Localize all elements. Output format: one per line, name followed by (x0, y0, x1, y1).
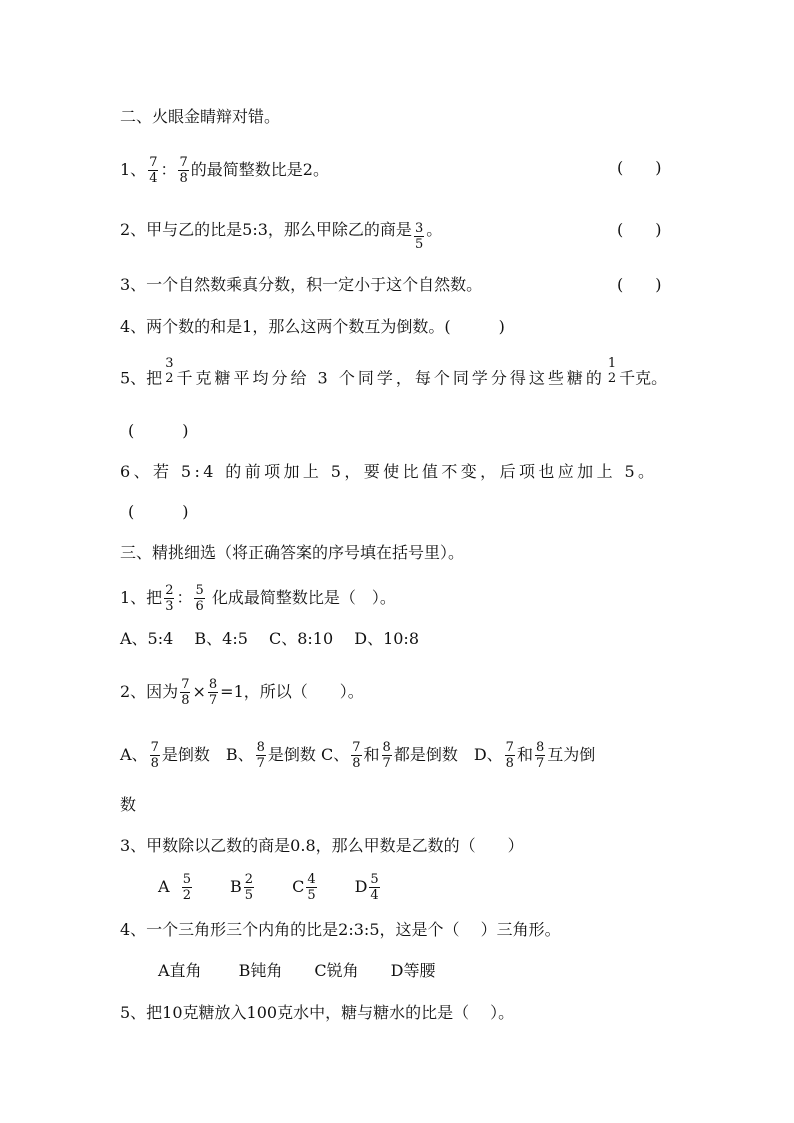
question-3-5: 5、把10克糖放入100克水中，糖与糖水的比是（ ）。 (120, 1003, 515, 1022)
section-2-title: 二、火眼金睛辩对错。 (120, 107, 281, 126)
question-3-4: 4、一个三角形三个内角的比是2:3:5，这是个（ ）三角形。 (120, 920, 561, 939)
fraction: $\frac{8}{7}$ (208, 677, 218, 708)
question-2-1: 1、 $\frac{7}{4}$ ： $\frac{7}{8}$ 的最简整数比是2。 (120, 155, 329, 186)
question-3-1: 1、把 $\frac{2}{3}$ ： $\frac{5}{6}$ 化成最简整数比是（ ）。 (120, 583, 396, 614)
fraction: $\frac{8}{7}$ (382, 740, 391, 771)
question-3-1-options: A、5:4 B、4:5 C、8:10 D、10:8 (120, 629, 420, 648)
fraction: $\frac{5}{6}$ (195, 583, 204, 614)
question-3-3-options: A $\frac{5}{2}$ B $\frac{2}{5}$ C $\frac{4}{5}$ D $\frac{5}{4}$ (158, 872, 379, 903)
answer-paren: ( ) (617, 220, 662, 239)
question-3-2-wrap: 数 (120, 795, 137, 814)
question-3-3: 3、甲数除以乙数的商是0.8，那么甲数是乙数的（ ） (120, 836, 524, 855)
fraction: 1 2 (607, 356, 617, 386)
fraction: $\frac{5}{4}$ (370, 872, 379, 903)
answer-paren: ( ) (128, 502, 189, 521)
question-2-5: 5、把 3 2 千克糖平均分给 3 个同学，每个同学分得这些糖的 1 2 千克。 (120, 356, 668, 388)
question-3-2: 2、因为 $\frac{7}{8}$ × $\frac{8}{7}$ =1，所以（ ）。 (120, 677, 364, 708)
question-2-4: 4、两个数的和是1，那么这两个数互为倒数。( ) (120, 317, 505, 336)
fraction: 3 2 (165, 356, 174, 386)
fraction: $\frac{8}{7}$ (535, 740, 545, 771)
fraction: $\frac{2}{5}$ (244, 872, 254, 903)
question-2-6: 6、若 5:4 的前项加上 5，要使比值不变，后项也应加上 5。 (120, 462, 658, 481)
question-text: 的最简整数比是2。 (190, 160, 329, 179)
question-2-3: 3、一个自然数乘真分数，积一定小于这个自然数。 (120, 275, 483, 294)
question-number: 1、 (120, 160, 147, 179)
fraction: $\frac{3}{5}$ (414, 221, 424, 252)
fraction: $\frac{2}{3}$ (165, 583, 174, 614)
answer-paren: ( ) (128, 421, 189, 440)
fraction: $\frac{7}{8}$ (150, 740, 159, 771)
question-3-4-options: A直角 B钝角 C锐角 D等腰 (158, 961, 436, 980)
fraction: $\frac{7}{8}$ (505, 740, 514, 771)
fraction: $\frac{7}{4}$ (149, 155, 158, 186)
section-3-title: 三、精挑细选（将正确答案的序号填在括号里）。 (120, 543, 465, 562)
question-text: 2、甲与乙的比是5:3，那么甲除乙的商是 (120, 220, 412, 239)
answer-paren: ( ) (617, 158, 662, 177)
fraction: $\frac{7}{8}$ (352, 740, 361, 771)
fraction: $\frac{7}{8}$ (179, 155, 188, 186)
fraction: $\frac{5}{2}$ (182, 872, 192, 903)
fraction: $\frac{4}{5}$ (307, 872, 316, 903)
fraction: $\frac{7}{8}$ (181, 677, 190, 708)
answer-paren: ( ) (617, 275, 662, 294)
question-3-2-options: A、 $\frac{7}{8}$ 是倒数 B、 $\frac{8}{7}$ 是倒数 C、 $\frac{7}{8}$ 和 $\frac{8}{7}$ 都是倒数 D、 $\frac{7}{8}$ 和 $\frac{8}{7}$ 互为倒 (120, 740, 596, 771)
fraction: $\frac{8}{7}$ (256, 740, 265, 771)
question-2-2: 2、甲与乙的比是5:3，那么甲除乙的商是 $\frac{3}{5}$ 。 (120, 220, 443, 252)
